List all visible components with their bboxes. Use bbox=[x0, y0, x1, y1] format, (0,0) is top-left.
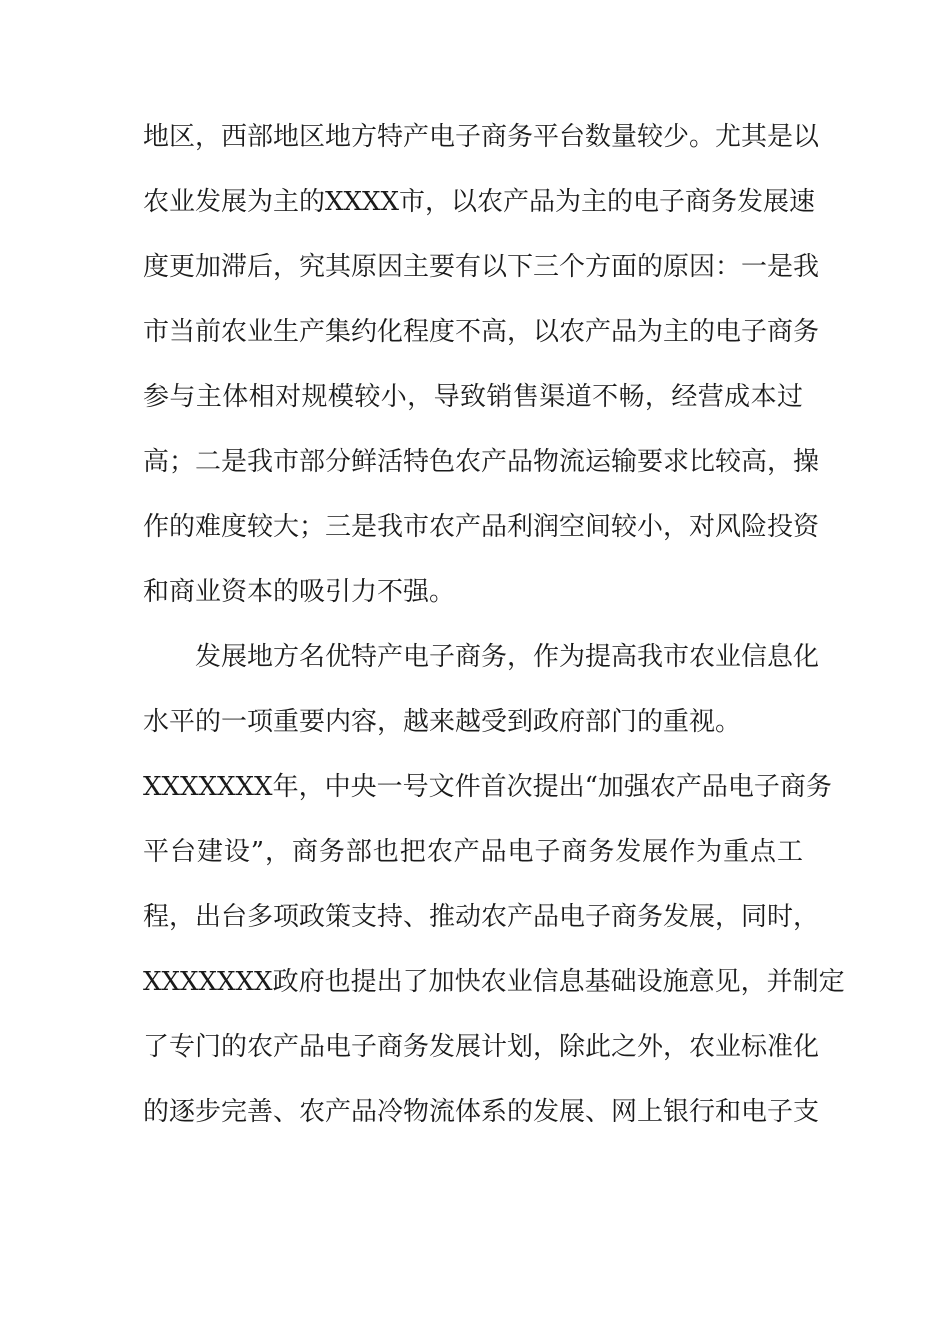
text-line: 市当前农业生产集约化程度不高，以农产品为主的电子商务 bbox=[143, 317, 820, 347]
text-line: 农业发展为主的XXXX市，以农产品为主的电子商务发展速 bbox=[143, 187, 816, 217]
text-line: 水平的一项重要内容，越来越受到政府部门的重视。 bbox=[143, 707, 742, 737]
text-line: XXXXXXX年，中央一号文件首次提出“加强农产品电子商务 bbox=[143, 772, 832, 802]
text-line: 作的难度较大；三是我市农产品利润空间较小，对风险投资 bbox=[143, 512, 820, 542]
text-line: 了专门的农产品电子商务发展计划，除此之外，农业标准化 bbox=[143, 1032, 820, 1062]
text-line: 程，出台多项政策支持、推动农产品电子商务发展，同时， bbox=[143, 902, 820, 932]
text-line: 参与主体相对规模较小，导致销售渠道不畅，经营成本过 bbox=[143, 382, 803, 412]
paragraph-start-line: 发展地方名优特产电子商务，作为提高我市农业信息化 bbox=[195, 642, 820, 672]
text-line: 平台建设”，商务部也把农产品电子商务发展作为重点工 bbox=[143, 837, 803, 867]
text-line: 高；二是我市部分鲜活特色农产品物流运输要求比较高，操 bbox=[143, 447, 820, 477]
text-line: 的逐步完善、农产品冷物流体系的发展、网上银行和电子支 bbox=[143, 1097, 820, 1127]
paragraph-end-line: 和商业资本的吸引力不强。 bbox=[143, 577, 456, 607]
text-line: 度更加滞后，究其原因主要有以下三个方面的原因：一是我 bbox=[143, 252, 820, 282]
text-line: 地区，西部地区地方特产电子商务平台数量较少。尤其是以 bbox=[143, 122, 820, 152]
text-line: XXXXXXX政府也提出了加快农业信息基础设施意见，并制定 bbox=[143, 967, 845, 997]
